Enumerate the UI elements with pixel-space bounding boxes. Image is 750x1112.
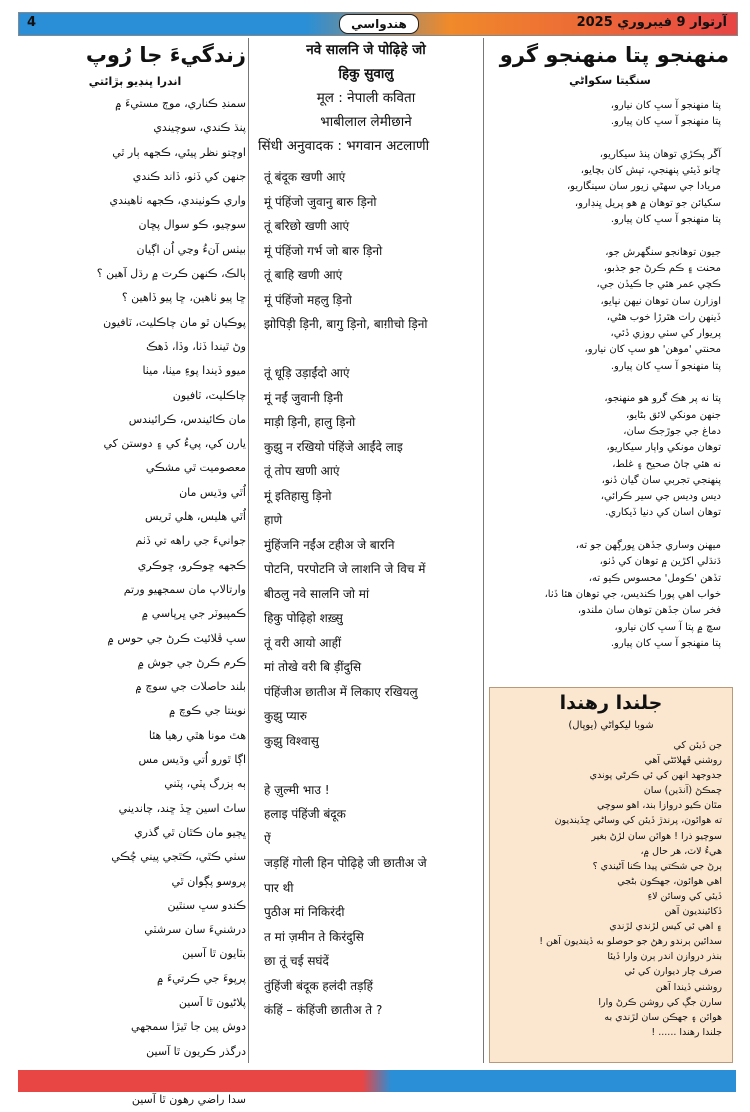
poem-line: ڪجهه ڇوڪرو، ڇوڪري [137, 558, 246, 572]
poem-line: बीठलु नवे सालनि जो मां [264, 586, 370, 601]
poem-line: ميهنن وساري جڏهن ڀورڳهن جو ته، [575, 540, 721, 552]
poem-line: मूं नईं जुवानी ड़िनी [264, 390, 343, 405]
issue-date: آرتوار 9 فيبروري 2025 [576, 15, 727, 30]
poem-line: هٿ مونا هٿي رهيا هئا [148, 728, 246, 742]
poem-line: جن ڏيئن کي [673, 740, 722, 751]
article-author: سنگيتا سکواڻي [569, 74, 651, 87]
poem-line: پتا منهنجو آ سڀ کان پيارو. [610, 116, 721, 128]
poem-line: ڇا پيو ٺاهين، ڇا پيو ڏاهين ؟ [121, 291, 246, 305]
poem-line: ڪچي عمر هئي جا ڪيڏن جي، [596, 279, 721, 291]
poem-line: واري ڪوٺيندي، ڪجهه ٺاهيندي [109, 194, 246, 208]
poem-line: हिकु पोढ़िहो शख़्सु [264, 611, 343, 625]
footer-bar [18, 1070, 736, 1092]
poem-line: پتا منهنجو آ سڀ کان پيارو. [610, 637, 721, 649]
poem-line: اوچتو نظر پيئي، ڪجهه ٻار ٿي [112, 145, 246, 159]
poem-line: कंहिं – कंहिंजी छातीअ ते ? [264, 1003, 383, 1017]
poem-line: झोपिड़ी ड़िनी, बागु ड़िनो, बाग़ीचो ड़िनो [264, 317, 428, 331]
poem-line: ٻه ٻزرگ پٽي، پٽني [164, 777, 246, 791]
poem-line: فخر سان جڏهن توهان سان ملندو، [577, 605, 721, 617]
stanza-gap [487, 522, 721, 538]
poem-line: توهان اسان کي دنيا ڏيکاري. [605, 507, 721, 519]
poem-line: سارن جڳ کي روشن ڪرڻ وارا [598, 996, 722, 1008]
poem-line: جوانيءَ جي راهه تي ڏٺم [135, 534, 246, 548]
poem-line: ڪمپيوٽر جي ڀرپاسي ۾ [141, 607, 246, 621]
poem-line: سوچيو، ڪو سوال پڇان [138, 218, 246, 232]
poem-line: ڏکائينديون آهن [664, 906, 722, 918]
poem-line: ڏيئي کي وسائن لاءِ [647, 890, 722, 902]
poem-body [24, 92, 246, 1112]
poem-line: روشني ڦهلائڻي آهي [644, 755, 722, 767]
box-author: شوبا ليکواڻي (يوپال) [568, 720, 654, 731]
poem-line: معصوميت ٿي مشڪي [145, 461, 246, 475]
stanza-gap [264, 753, 480, 778]
poem-line: जड़हिं गोली हिन पोढ़िहे जी छातीअ जे [264, 856, 427, 870]
poem-line: جنهن مونکي لائق بڻايو، [626, 409, 721, 421]
poem-line: سڀ ڦلائيٽ ڪرڻ جي حوس ۾ [107, 631, 246, 645]
poem-line: ڇانو ڏيئي پنهنجي، تپش کان بچايو، [580, 165, 721, 177]
poem-line: پوڪيان ٿو مان چاڪليٽ، ٽافيون [103, 315, 246, 329]
poem-line: तूं बंदूक खणी आएं [264, 170, 346, 184]
poem-line: مريادا جي سهڻي زيور سان سينگاريو، [566, 181, 721, 193]
poem-line: ऐं [264, 831, 271, 846]
poem-line: نوينتا جي ڪوچ ۾ [168, 704, 246, 718]
poem-line: بلند حاصلات جي سوچ ۾ [135, 680, 246, 694]
poem-line: ته هوائون، پرندڙ ڏيئن کي وساڻي ڇڏينديون [554, 815, 722, 827]
column-divider [248, 38, 249, 1063]
header-bar [18, 12, 738, 36]
poem-line: نه هئي ڄاڻ صحيح ۽ غلط، [612, 458, 721, 470]
stanza-gap [264, 337, 480, 362]
poem-line: جيون توهانجو سنگهرش جو، [605, 246, 721, 258]
poem-line: پروسو پڳوان ٿي [171, 874, 246, 888]
poem-line: तूं बरिछो खणी आएं [264, 219, 350, 233]
poem-line: درشنيءَ سان سرشٽي [144, 923, 246, 937]
poem-line: कुझु विश्वासु [264, 733, 319, 748]
poem-line: مٿان ڪيو دروازا بند، اهو سوچي [597, 800, 722, 812]
poem-line: त मां ज़मीन ते किरंदुसि [264, 929, 364, 944]
poem-line: ڪرم ڪرڻ جي جوش ۾ [137, 655, 246, 669]
poem-line: اڳا ٿورو اُتي وڌيس مس [138, 753, 246, 767]
poem-line: هوائن ۽ جهڪن سان لڙندي به [604, 1011, 722, 1023]
poem-line: ٻرڻ جي شڪتي پيدا ڪنا آڻيندي ؟ [592, 860, 722, 872]
box-title: جلندا رهندا [559, 692, 663, 714]
poem-line: ميوو ڏيندا پوءِ ميٺا، ميٺا [142, 364, 246, 378]
poem-line: وڻ ٿيندا ڏٺا، وڏا، ڏهڪ [146, 339, 246, 353]
poem-line: بٽايون ٿا آسين [182, 947, 246, 961]
stanza-gap [487, 375, 721, 391]
poem-line: पंहिंजीअ छातीअ में लिकाए रखियलु [264, 684, 418, 699]
article-header [252, 38, 480, 158]
poem-line: پريوار کي سٺي روزي ڏئي، [610, 328, 721, 340]
poem-line: صرف چار ديوارن کي ئي [624, 966, 722, 978]
poem-line: چاڪليٽ، ٽافيون [172, 388, 246, 402]
poem-line: पोटनि, परपोटनि जे लाशनि जे विच में [264, 562, 426, 576]
poem-line: تڏهن 'ڪومل' محسوس ڪيو ته، [588, 572, 721, 584]
poem-line: اُٿي وڌيس مان [179, 485, 246, 499]
poem-line: कुझु न रखियो पंहिंजे आईंदे लाइ [264, 439, 403, 454]
poet-name: भाबीलाल लेमीछाने [320, 114, 412, 130]
poem-line: हे ज़ुल्मी भाउ ! [264, 782, 330, 797]
poem-line: मूं पंहिंजो महलु ड़िनो [264, 292, 352, 307]
poem-line: پتا نه پر هڪ گرو هو منهنجو، [604, 393, 721, 405]
article-title: منهنجو پتا منهنجو گرو [499, 43, 729, 67]
poem-line: سٺي ڪٿي، ڪٿجي پيني چُڪي [111, 850, 246, 864]
poem-line: بنذر دروازن اندر ٻرن وارا ڏيئا [607, 951, 722, 963]
poem-line: मुंहिंजनि नईंअ टहीअ जे बारनि [264, 537, 395, 552]
poem-line: اوزارن سان توهان نيهن نڀايو، [600, 295, 721, 307]
poem-line: तूं बाहि खणी आएं [264, 268, 343, 282]
poem-line: ڏينهن رات هٿرڙا خوب هڻي، [606, 311, 721, 323]
poem-line: اهي هوائون، جهڪون بڻجي [617, 875, 722, 887]
poem-line: पुठीअ मां निकिरंदी [264, 905, 345, 919]
poem-line: بيٺس آنءُ وڃي اُن اڳيان [136, 242, 246, 256]
poem-line: درگذر ڪريون ٿا آسين [146, 1044, 246, 1058]
poem-line: پتا منهنجو آ سڀ کان پيارو. [610, 360, 721, 372]
article-title: زندگيءَ جا رُوپ [85, 43, 246, 67]
poem-line: پنهنجي تجربي سان گيان ڏنو، [601, 474, 721, 486]
middle-article [252, 38, 480, 1023]
boxed-poem [489, 687, 733, 1063]
poem-line: مان ڪائيندس، ڪرائيندس [128, 412, 246, 426]
poem-line: وارتالاپ مان سمجهيو ورتم [123, 582, 246, 596]
masthead-logo: هندواسي [339, 14, 419, 34]
poem-line: پتا منهنجو آ سڀ کان پيارو. [610, 214, 721, 226]
poem-line: तुंहिंजी बंदूक हलंदी तड़हिं [264, 978, 373, 993]
poem-line: मां तोखे वरी बि ड़ींदुसि [264, 660, 362, 674]
poem-line: ڌنڌلي اکڙين ۾ توهان کي ڏٺو، [599, 556, 721, 568]
poem-line: माड़ी ड़िनी, हालु ड़िनो [264, 415, 356, 429]
poem-line: محنت ۽ ڪم ڪرڻ جو جذبو، [603, 262, 721, 274]
poem-line: پنڌ ڪندي، سوچيندي [153, 121, 246, 135]
poem-line: ۽ اهي ئي کيس لڙندي لڙندي [609, 921, 722, 933]
article-author: اندرا ڀنڊيو ٻڙائتي [88, 75, 182, 88]
poem-line: يارن کي، پيءُ کي ۽ دوستن کي [103, 437, 246, 451]
poem-line: तूं वरी आयो आहीं [264, 635, 342, 650]
poem-line: اُٿي هليس، هلي ٿريس [145, 510, 246, 524]
poem-line: पार थी [264, 880, 294, 895]
poem-line: سکيائن جو توهان ۾ هو پريل ڀنڊارو، [574, 197, 721, 209]
poem-line: جدوجهد انهن کي ئي ڪرڻي پوندي [589, 770, 722, 782]
poem-line: मूं पंहिंजो जुवानु बारु ड़िनो [264, 194, 377, 209]
poem-line: توهان مونکي واپار سيکاريو، [606, 442, 721, 454]
poem-body [490, 738, 732, 1040]
poem-line: कुझु प्यारु [264, 709, 307, 723]
poem-line: چمڪڻ (آنڌين) سان [643, 785, 722, 797]
poem-line: آڱر پڪڙي توهان پنڌ سيکاريو، [599, 148, 721, 160]
poem-line: मूं पंहिंजो गर्भ जो बारु ड़िनो [264, 243, 383, 258]
poem-line: छा तूं चई सघंदें [264, 954, 329, 968]
poem-line: دوش پين جا ٿيڙا سمجهي [131, 1020, 246, 1034]
poem-line: سچ ۾ پتا آ سڀ کان نيارو، [614, 621, 721, 633]
translator-label: सिंधी अनुवादक : भगवान अटलाणी [258, 138, 430, 154]
stanza-gap [487, 131, 721, 147]
poem-line: तूं धूड़ि उड़ाईंदो आएं [264, 366, 350, 380]
poem-body [487, 98, 733, 652]
original-label: मूल : नेपाली कविता [316, 90, 416, 106]
poem-line: ڀڄيو مان ڪٿان ٿي گذري [134, 825, 246, 839]
poem-line: ٻالڪ، ڪنهن ڪرت ۾ رڌل آهين ؟ [96, 267, 246, 281]
poem-line: तूं तोप खणी आएं [264, 464, 340, 478]
poem-body [252, 165, 480, 1023]
poem-line: سمنڊ ڪناري، موڄ مستيءَ ۾ [115, 97, 246, 110]
poem-line: پلاڻيون ٿا آسين [178, 995, 246, 1009]
poem-line: روشني ڏيندا آهن [655, 981, 722, 993]
poem-line: ڪندو سڀ سنٿين [167, 898, 246, 912]
poem-line: جنهن کي ڏٺو، ڏاند ڪندي [132, 169, 246, 183]
poem-line: मूं इतिहासु ड़िनो [264, 488, 332, 503]
right-article [487, 38, 733, 652]
stanza-gap [487, 228, 721, 244]
poem-line: محنتي 'موهن' هو سڀ کان نيارو، [584, 344, 721, 356]
poem-line: پرپوءَ جي ڪرتيءَ ۾ [157, 971, 246, 985]
poem-line: جلندا رهندا ...... ! [651, 1026, 722, 1038]
poem-line: ديس وديس جي سير ڪرائي، [600, 491, 721, 503]
page-number: 4 [27, 15, 37, 30]
article-title: नवे सालनि जे पोढ़िहे जो [306, 42, 426, 58]
poem-line: هيءُ لاٽ، هر حال ۾، [640, 845, 722, 857]
article-title: हिकु सुवालु [338, 66, 394, 82]
poem-line: سدائين ٻرندو رهڻ جو حوصلو به ڏينديون آهن ! [539, 936, 722, 948]
column-divider [483, 38, 484, 1063]
poem-line: हलाइ पंहिंजी बंदूक [264, 807, 346, 821]
left-article [24, 38, 246, 1112]
poem-line: پتا منهنجو آ سڀ کان نيارو، [610, 100, 721, 111]
poem-line: سدا راضي رهون ٿا آسين [131, 1093, 246, 1107]
poem-line: हाणे [264, 513, 283, 527]
poem-line: دماغ جي جوڙجڪ سان، [623, 425, 721, 437]
poem-line: سوچيو ذرا ! هوائن سان لڙڻ بغير [591, 830, 722, 842]
poem-line: ساٿ اسين ڇڏ ڇند، چانديني [118, 801, 246, 815]
poem-line: خواب اهي پورا ڪنديس، جي توهان هئا ڏٺا، [544, 588, 721, 600]
